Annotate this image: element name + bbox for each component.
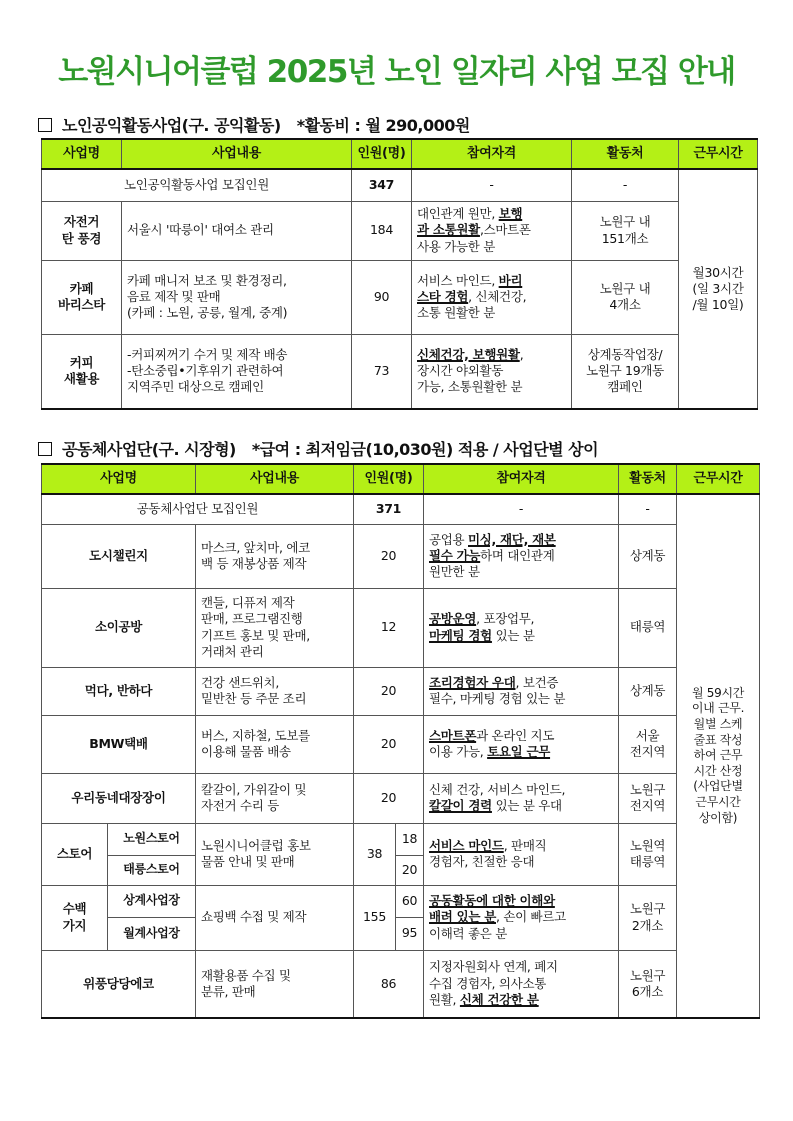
table-row [42, 260, 758, 334]
program-content: -커피찌꺼기 수거 및 제작 배송 -탄소중립•기후위기 관련하여 지역주민 대상으로 캠페인 [122, 334, 352, 409]
table-row [42, 524, 760, 588]
program-content: 건강 샌드위치, 밑반찬 등 주문 조리 [196, 667, 354, 715]
section2-header-row [42, 464, 760, 494]
col-header: 인원(명) [354, 464, 424, 494]
program-place: 서울 전지역 [619, 715, 677, 773]
program-content: 서울시 '따릉이' 대여소 관리 [122, 201, 352, 260]
section1-note: *활동비 : 월 290,000원 [296, 116, 470, 135]
program-place: 상계동 [619, 524, 677, 588]
summary-qual: - [412, 169, 572, 201]
program-place: 노원구 전지역 [619, 773, 677, 823]
table-row [42, 950, 760, 1018]
program-qual: 대인관계 원만, 보행 과 소통원활,스마트폰 사용 가능한 분 [412, 201, 572, 260]
program-qual: 공업용 미싱, 재단, 재본 필수 가능하며 대인관계 원만한 분 [424, 524, 619, 588]
section1-title: 노인공익활동사업(구. 공익활동) [62, 116, 281, 135]
program-count: 20 [354, 773, 424, 823]
program-count: 86 [354, 950, 424, 1018]
col-header: 활동처 [619, 464, 677, 494]
sub-name: 상계사업장 [108, 885, 196, 917]
col-header: 사업내용 [122, 139, 352, 169]
program-count: 12 [354, 588, 424, 667]
col-header: 참여자격 [412, 139, 572, 169]
program-content: 버스, 지하철, 도보를 이용해 물품 배송 [196, 715, 354, 773]
program-qual: 공동활동에 대한 이해와 배려 있는 분, 손이 빠르고 이해력 좋은 분 [424, 885, 619, 950]
program-qual: 스마트폰과 온라인 지도 이용 가능, 토요일 근무 [424, 715, 619, 773]
program-count: 155 [354, 885, 396, 950]
program-place: 노원역 태릉역 [619, 823, 677, 885]
sub-name: 태릉스토어 [108, 855, 196, 885]
sub-count: 95 [396, 917, 424, 950]
summary-count: 371 [354, 494, 424, 524]
col-header: 사업명 [42, 464, 196, 494]
program-count: 20 [354, 715, 424, 773]
program-content: 칼갈이, 가위갈이 및 자전거 수리 등 [196, 773, 354, 823]
table-row [42, 773, 760, 823]
col-header: 참여자격 [424, 464, 619, 494]
program-content: 재활용품 수집 및 분류, 판매 [196, 950, 354, 1018]
program-content: 캔들, 디퓨저 제작 판매, 프로그램진행 기프트 홍보 및 판매, 거래처 관리 [196, 588, 354, 667]
section1-header-row [42, 139, 758, 169]
program-name: BMW택배 [42, 715, 196, 773]
program-qual: 조리경험자 우대, 보건증 필수, 마케팅 경험 있는 분 [424, 667, 619, 715]
summary-place: - [619, 494, 677, 524]
program-qual: 신체 건강, 서비스 마인드, 칼갈이 경력 있는 분 우대 [424, 773, 619, 823]
program-name: 카페 바리스타 [42, 260, 122, 334]
summary-place: - [572, 169, 679, 201]
checkbox-icon [38, 442, 52, 456]
program-name: 도시챌린지 [42, 524, 196, 588]
program-count: 73 [352, 334, 412, 409]
table-row [42, 885, 760, 917]
program-qual: 신체건강, 보행원활, 장시간 야외활동 가능, 소통원활한 분 [412, 334, 572, 409]
section1-table [41, 138, 758, 410]
section1-heading [38, 113, 470, 136]
col-header: 인원(명) [352, 139, 412, 169]
table-row [42, 334, 758, 409]
section2-heading [38, 437, 598, 460]
program-count: 38 [354, 823, 396, 885]
program-name: 소이공방 [42, 588, 196, 667]
page-title: 노원시니어클럽 2025년 노인 일자리 사업 모집 안내 [58, 54, 735, 90]
program-place: 노원구 6개소 [619, 950, 677, 1018]
table-row [42, 667, 760, 715]
program-qual: 서비스 마인드, 바리 스타 경험, 신체건강, 소통 원활한 분 [412, 260, 572, 334]
table-row [42, 588, 760, 667]
program-content: 마스크, 앞치마, 에코 백 등 재봉상품 제작 [196, 524, 354, 588]
group-name: 스토어 [42, 823, 108, 885]
sub-name: 노원스토어 [108, 823, 196, 855]
summary-label: 공동체사업단 모집인원 [42, 494, 354, 524]
sub-name: 월계사업장 [108, 917, 196, 950]
program-count: 90 [352, 260, 412, 334]
summary-row [42, 494, 760, 524]
table-row [42, 715, 760, 773]
summary-count: 347 [352, 169, 412, 201]
program-count: 20 [354, 667, 424, 715]
program-content: 노원시니어클럽 홍보 물품 안내 및 판매 [196, 823, 354, 885]
sub-count: 18 [396, 823, 424, 855]
program-count: 20 [354, 524, 424, 588]
col-header: 사업내용 [196, 464, 354, 494]
program-content: 카페 매니저 보조 및 환경정리, 음료 제작 및 판매 (카페 : 노원, 공릉, 월계, 중계) [122, 260, 352, 334]
checkbox-icon [38, 118, 52, 132]
program-place: 노원구 내 4개소 [572, 260, 679, 334]
section2-note: *급여 : 최저임금(10,030원) 적용 / 사업단별 상이 [251, 440, 599, 459]
summary-row [42, 169, 758, 201]
worktime: 월30시간 (일 3시간 /월 10일) [679, 169, 758, 409]
program-qual: 공방운영, 포장업무, 마케팅 경험 있는 분 [424, 588, 619, 667]
sub-count: 60 [396, 885, 424, 917]
program-name: 커피 새활용 [42, 334, 122, 409]
summary-qual: - [424, 494, 619, 524]
program-place: 상계동 [619, 667, 677, 715]
col-header: 사업명 [42, 139, 122, 169]
summary-label: 노인공익활동사업 모집인원 [42, 169, 352, 201]
table-row [42, 823, 760, 855]
group-name: 수백 가지 [42, 885, 108, 950]
worktime: 월 59시간 이내 근무. 월별 스케 줄표 작성 하여 근무 시간 산정 (사업단별 근무시간 상이함) [677, 494, 760, 1018]
col-header: 근무시간 [679, 139, 758, 169]
sub-count: 20 [396, 855, 424, 885]
program-place: 태릉역 [619, 588, 677, 667]
col-header: 활동처 [572, 139, 679, 169]
program-qual: 지정자원회사 연계, 폐지 수집 경험자, 의사소통 원활, 신체 건강한 분 [424, 950, 619, 1018]
program-place: 노원구 내 151개소 [572, 201, 679, 260]
program-name: 자전거 탄 풍경 [42, 201, 122, 260]
section2-title: 공동체사업단(구. 시장형) [62, 440, 236, 459]
section2-table [41, 463, 760, 1019]
table-row [42, 201, 758, 260]
program-content: 쇼핑백 수접 및 제작 [196, 885, 354, 950]
program-name: 우리동네대장장이 [42, 773, 196, 823]
program-qual: 서비스 마인드, 판매직 경험자, 친절한 응대 [424, 823, 619, 885]
col-header: 근무시간 [677, 464, 760, 494]
program-place: 노원구 2개소 [619, 885, 677, 950]
program-name: 먹다, 반하다 [42, 667, 196, 715]
program-place: 상계동작업장/ 노원구 19개동 캠페인 [572, 334, 679, 409]
program-count: 184 [352, 201, 412, 260]
program-name: 위풍당당에코 [42, 950, 196, 1018]
